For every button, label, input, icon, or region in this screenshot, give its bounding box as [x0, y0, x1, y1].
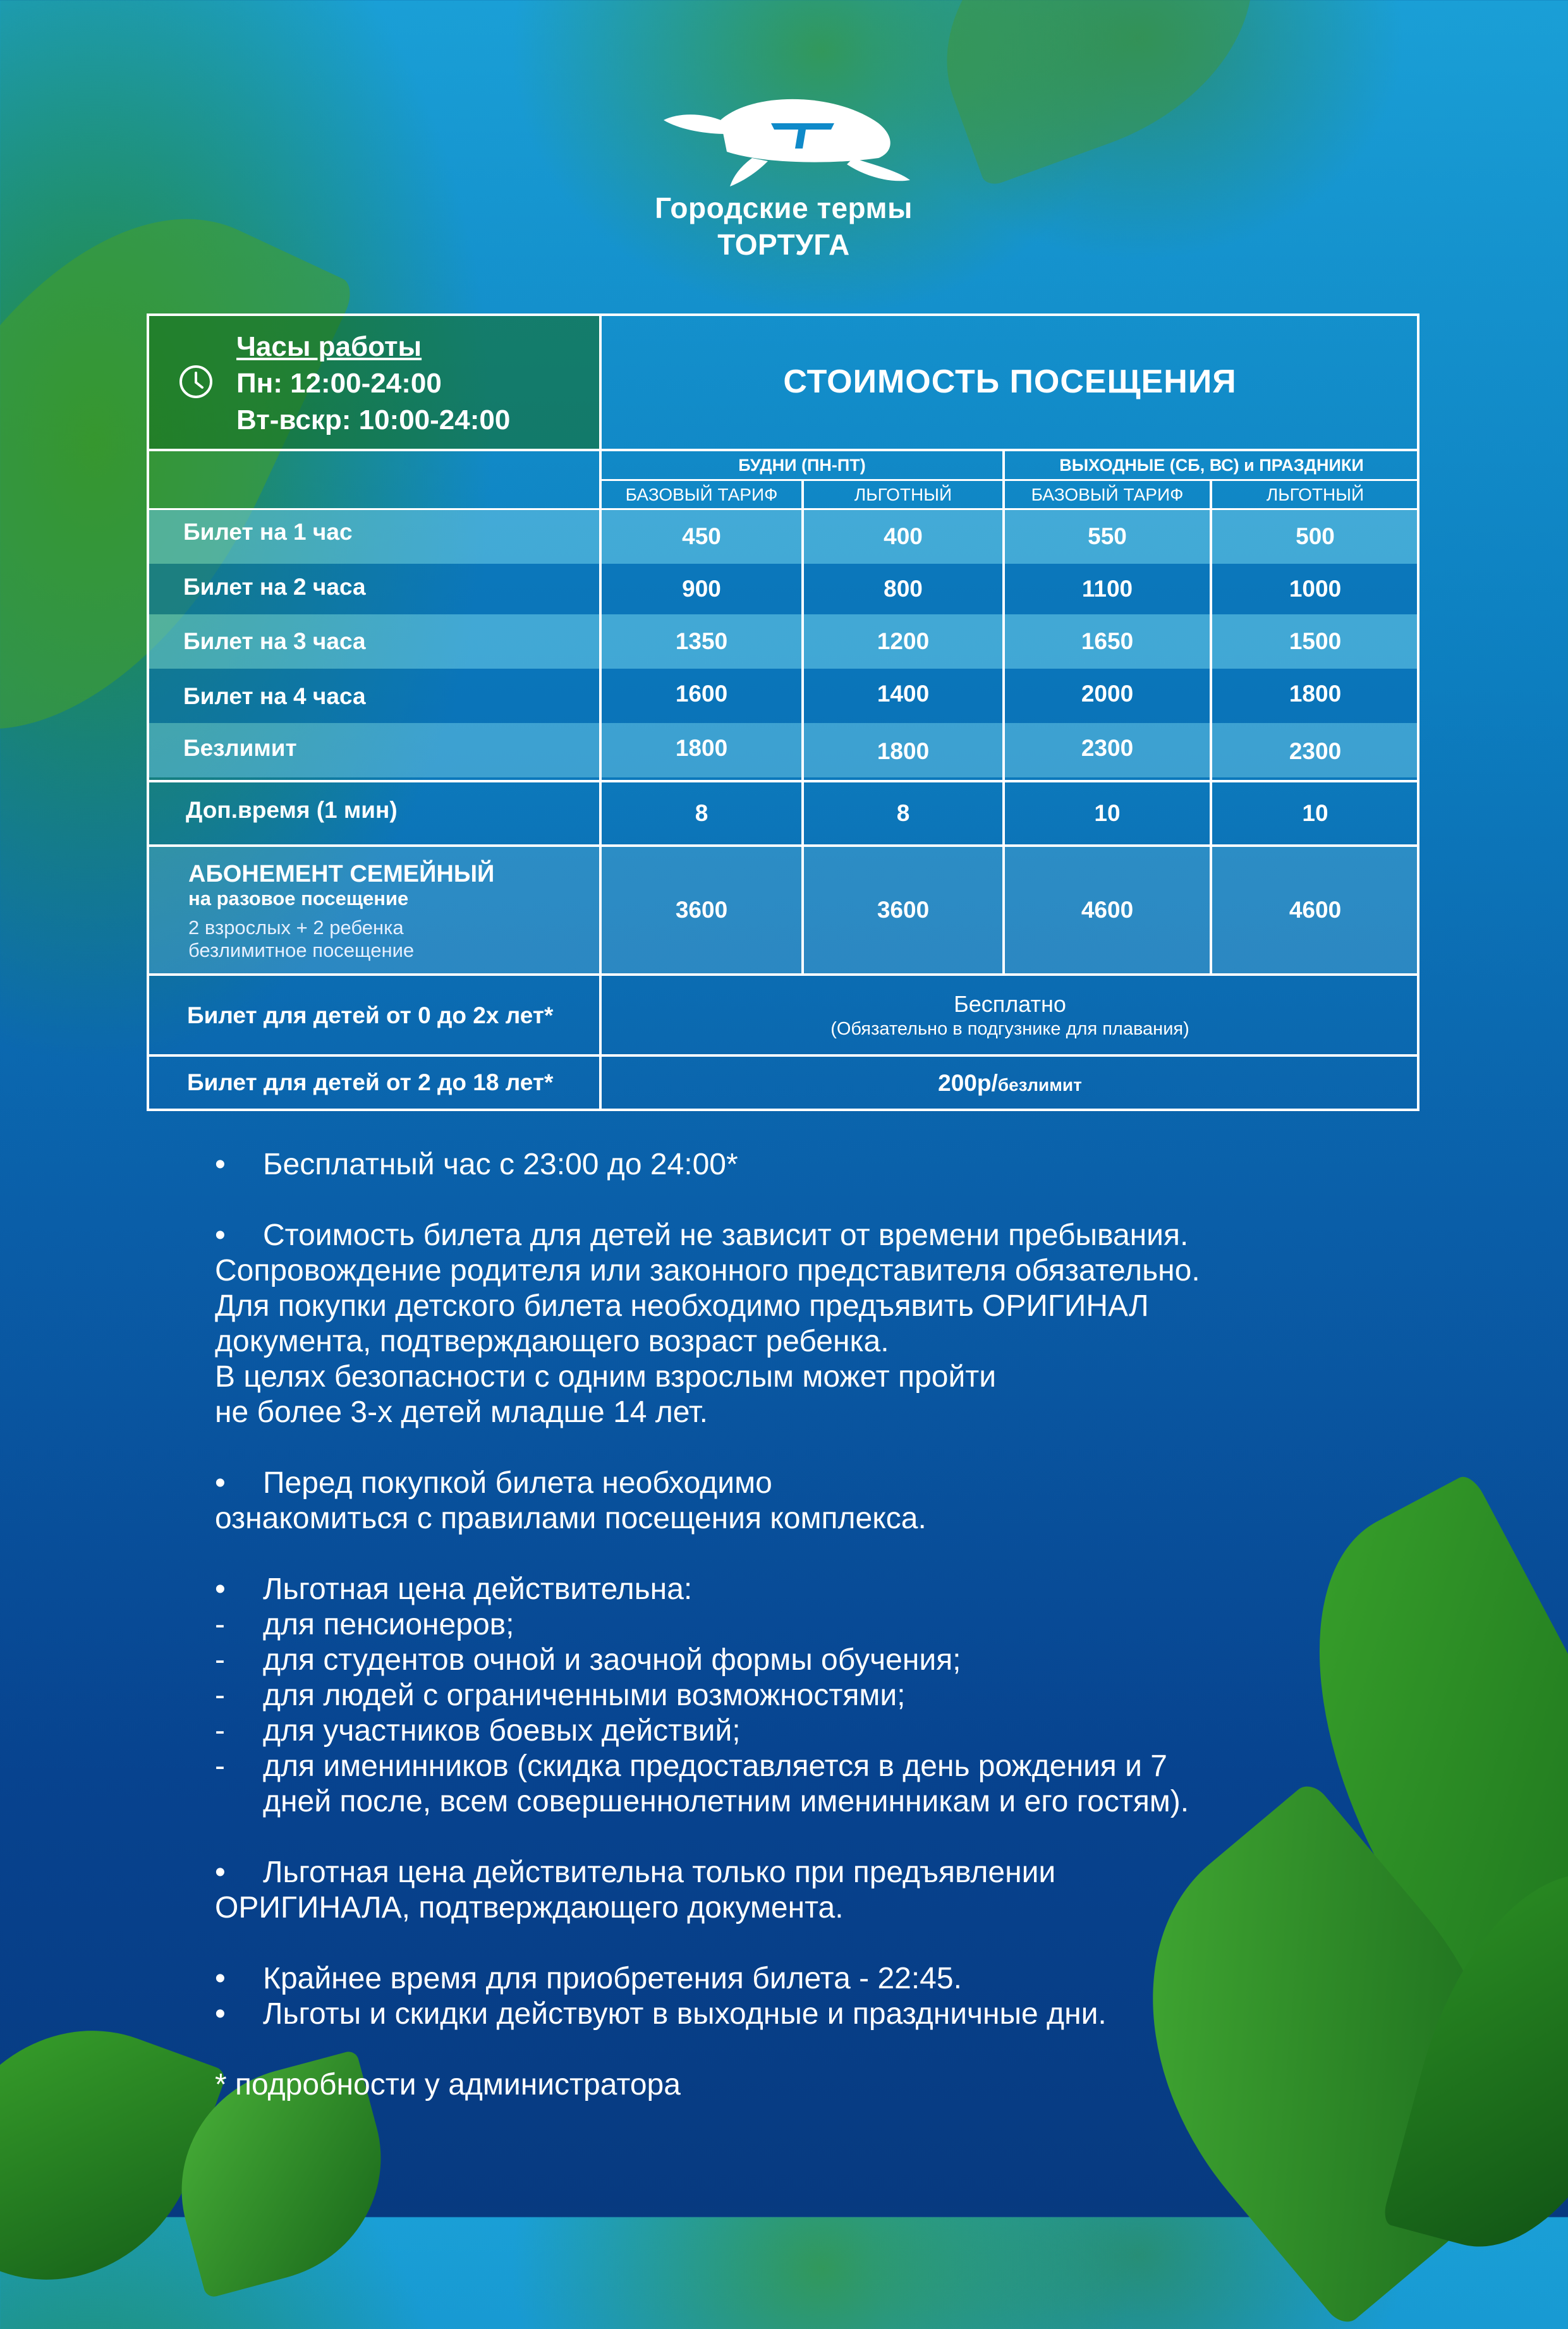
note-kids-line: не более 3-х детей младше 14 лет.	[215, 1396, 708, 1429]
table-border-top	[147, 313, 1419, 316]
price-cell: 8	[695, 800, 708, 826]
price-cell: 10	[1302, 800, 1328, 826]
price-cell: 1600	[675, 681, 728, 707]
price-cell: 1200	[877, 628, 930, 654]
price-cell: 900	[682, 576, 721, 602]
note-discount-title: • Льготная цена действительна:	[215, 1572, 693, 1606]
kids-0-2-note: (Обязательно в подгузнике для плавания)	[830, 1019, 1189, 1039]
table-divider	[1210, 480, 1212, 975]
opening-hours	[147, 313, 600, 450]
price-cell: 400	[884, 523, 923, 549]
discount-item: - для студентов очной и заочной формы обучения;	[215, 1643, 961, 1677]
price-cell: 8	[896, 800, 910, 826]
price-cell: 550	[1088, 523, 1127, 549]
note-kids-line: Сопровождение родителя или законного представителя обязательно.	[215, 1254, 1200, 1287]
table-divider	[600, 479, 1419, 481]
clock-icon	[178, 364, 214, 399]
table-divider	[147, 780, 1419, 782]
table-divider	[147, 449, 1419, 451]
price-cell: 1800	[877, 738, 930, 764]
brand-line-1: Городские термы	[655, 192, 913, 224]
footnote: * подробности у администратора	[215, 2068, 681, 2101]
price-title: СТОИМОСТЬ ПОСЕЩЕНИЯ	[783, 363, 1237, 400]
price-cell: 1800	[675, 735, 728, 761]
price-cell: 1650	[1081, 628, 1134, 654]
note-original-doc: • Льготная цена действительна только при предъявлении	[215, 1856, 1056, 1889]
group-weekdays: БУДНИ (ПН-ПТ)	[738, 455, 866, 475]
kids-2-18-unit: безлимит	[997, 1075, 1082, 1095]
note-original-doc-line: ОРИГИНАЛА, подтверждающего документа.	[215, 1891, 844, 1925]
subheader-base-weekend: БАЗОВЫЙ ТАРИФ	[1031, 485, 1184, 504]
row-label-unlimited: Безлимит	[183, 735, 297, 761]
price-cell: 500	[1296, 523, 1335, 549]
note-kids-line: документа, подтверждающего возраст ребенка.	[215, 1325, 889, 1358]
row-label-3h: Билет на 3 часа	[183, 628, 366, 654]
kids-2-18-value	[600, 1055, 1419, 1111]
brand-line-2: ТОРТУГА	[717, 228, 850, 261]
note-kids-line: В целях безопасности с одним взрослым может пройти	[215, 1360, 997, 1394]
kids-0-2-value	[600, 975, 1419, 1055]
table-border-bottom	[147, 1109, 1419, 1111]
pricing-table	[147, 313, 1419, 1111]
hours-monday: Пн: 12:00-24:00	[236, 368, 442, 399]
table-divider	[147, 844, 1419, 847]
discount-item-continued: дней после, всем совершеннолетним именинникам и его гостям).	[263, 1785, 1189, 1818]
discount-item: - для именинников (скидка предоставляется в день рождения и 7	[215, 1749, 1167, 1783]
kids-0-2-free: Бесплатно	[954, 991, 1066, 1017]
table-border-right	[1417, 313, 1419, 1111]
row-label-kids-0-2: Билет для детей от 0 до 2х лет*	[187, 1002, 554, 1028]
price-cell: 2000	[1081, 681, 1134, 707]
price-cell: 1500	[1289, 628, 1342, 654]
discount-item: - для пенсионеров;	[215, 1608, 514, 1641]
subheader-discount-weekday: ЛЬГОТНЫЙ	[854, 485, 952, 504]
brand-logo	[632, 95, 935, 263]
subheader-base-weekday: БАЗОВЫЙ ТАРИФ	[625, 485, 778, 504]
price-cell: 10	[1094, 800, 1121, 826]
price-cell: 1400	[877, 681, 930, 707]
price-cell: 4600	[1289, 897, 1342, 923]
price-cell: 1350	[675, 628, 728, 654]
table-divider	[147, 973, 1419, 976]
price-cell: 1800	[1289, 681, 1342, 707]
price-cell: 2300	[1081, 735, 1134, 761]
family-note-2: безлимитное посещение	[188, 939, 415, 961]
row-label-4h: Билет на 4 часа	[183, 683, 366, 709]
table-divider	[599, 313, 602, 1111]
price-cell: 1100	[1081, 576, 1133, 602]
price-cell: 3600	[675, 897, 728, 923]
row-label-1h: Билет на 1 час	[183, 519, 353, 545]
table-divider	[801, 480, 804, 975]
price-cell: 450	[682, 523, 721, 549]
family-title: АБОНЕМЕНТ СЕМЕЙНЫЙ	[188, 861, 495, 887]
table-border-left	[147, 313, 149, 1111]
row-label-2h: Билет на 2 часа	[183, 574, 366, 600]
note-kids-line: Для покупки детского билета необходимо предъявить ОРИГИНАЛ	[215, 1289, 1149, 1323]
table-divider	[1002, 450, 1005, 975]
group-weekends: ВЫХОДНЫЕ (СБ, ВС) и ПРАЗДНИКИ	[1059, 455, 1364, 475]
note-rules: • Перед покупкой билета необходимо	[215, 1466, 772, 1500]
family-subtitle: на разовое посещение	[188, 887, 409, 909]
note-rules-line: ознакомиться с правилами посещения комплекса.	[215, 1502, 927, 1535]
row-label-extra-time: Доп.время (1 мин)	[186, 797, 398, 823]
family-label	[188, 861, 494, 962]
note-last-time: • Крайнее время для приобретения билета - 22:45.	[215, 1962, 962, 1995]
subheader-discount-weekend: ЛЬГОТНЫЙ	[1266, 485, 1364, 504]
notes	[215, 1147, 1416, 2103]
discount-item: - для людей с ограниченными возможностями;	[215, 1679, 906, 1712]
hours-title: Часы работы	[236, 331, 422, 362]
price-cell: 4600	[1081, 897, 1134, 923]
table-divider	[147, 1054, 1419, 1057]
discount-item: - для участников боевых действий;	[215, 1714, 741, 1748]
kids-2-18-price: 200р/	[938, 1070, 998, 1096]
hours-tue-sun: Вт-вскр: 10:00-24:00	[236, 404, 511, 435]
family-note-1: 2 взрослых + 2 ребенка	[188, 916, 404, 939]
price-cell: 2300	[1289, 738, 1342, 764]
note-weekends: • Льготы и скидки действуют в выходные и праздничные дни.	[215, 1997, 1107, 2031]
note-kids: • Стоимость билета для детей не зависит от времени пребывания.	[215, 1219, 1189, 1252]
row-label-kids-2-18: Билет для детей от 2 до 18 лет*	[187, 1069, 554, 1095]
note-free-hour: • Бесплатный час с 23:00 до 24:00*	[215, 1148, 738, 1181]
leaf-decoration	[904, 0, 1296, 188]
turtle-logo-icon	[645, 95, 923, 190]
price-cell: 1000	[1289, 576, 1342, 602]
table-divider	[147, 508, 1419, 510]
price-cell: 3600	[877, 897, 930, 923]
price-cell: 800	[884, 576, 923, 602]
